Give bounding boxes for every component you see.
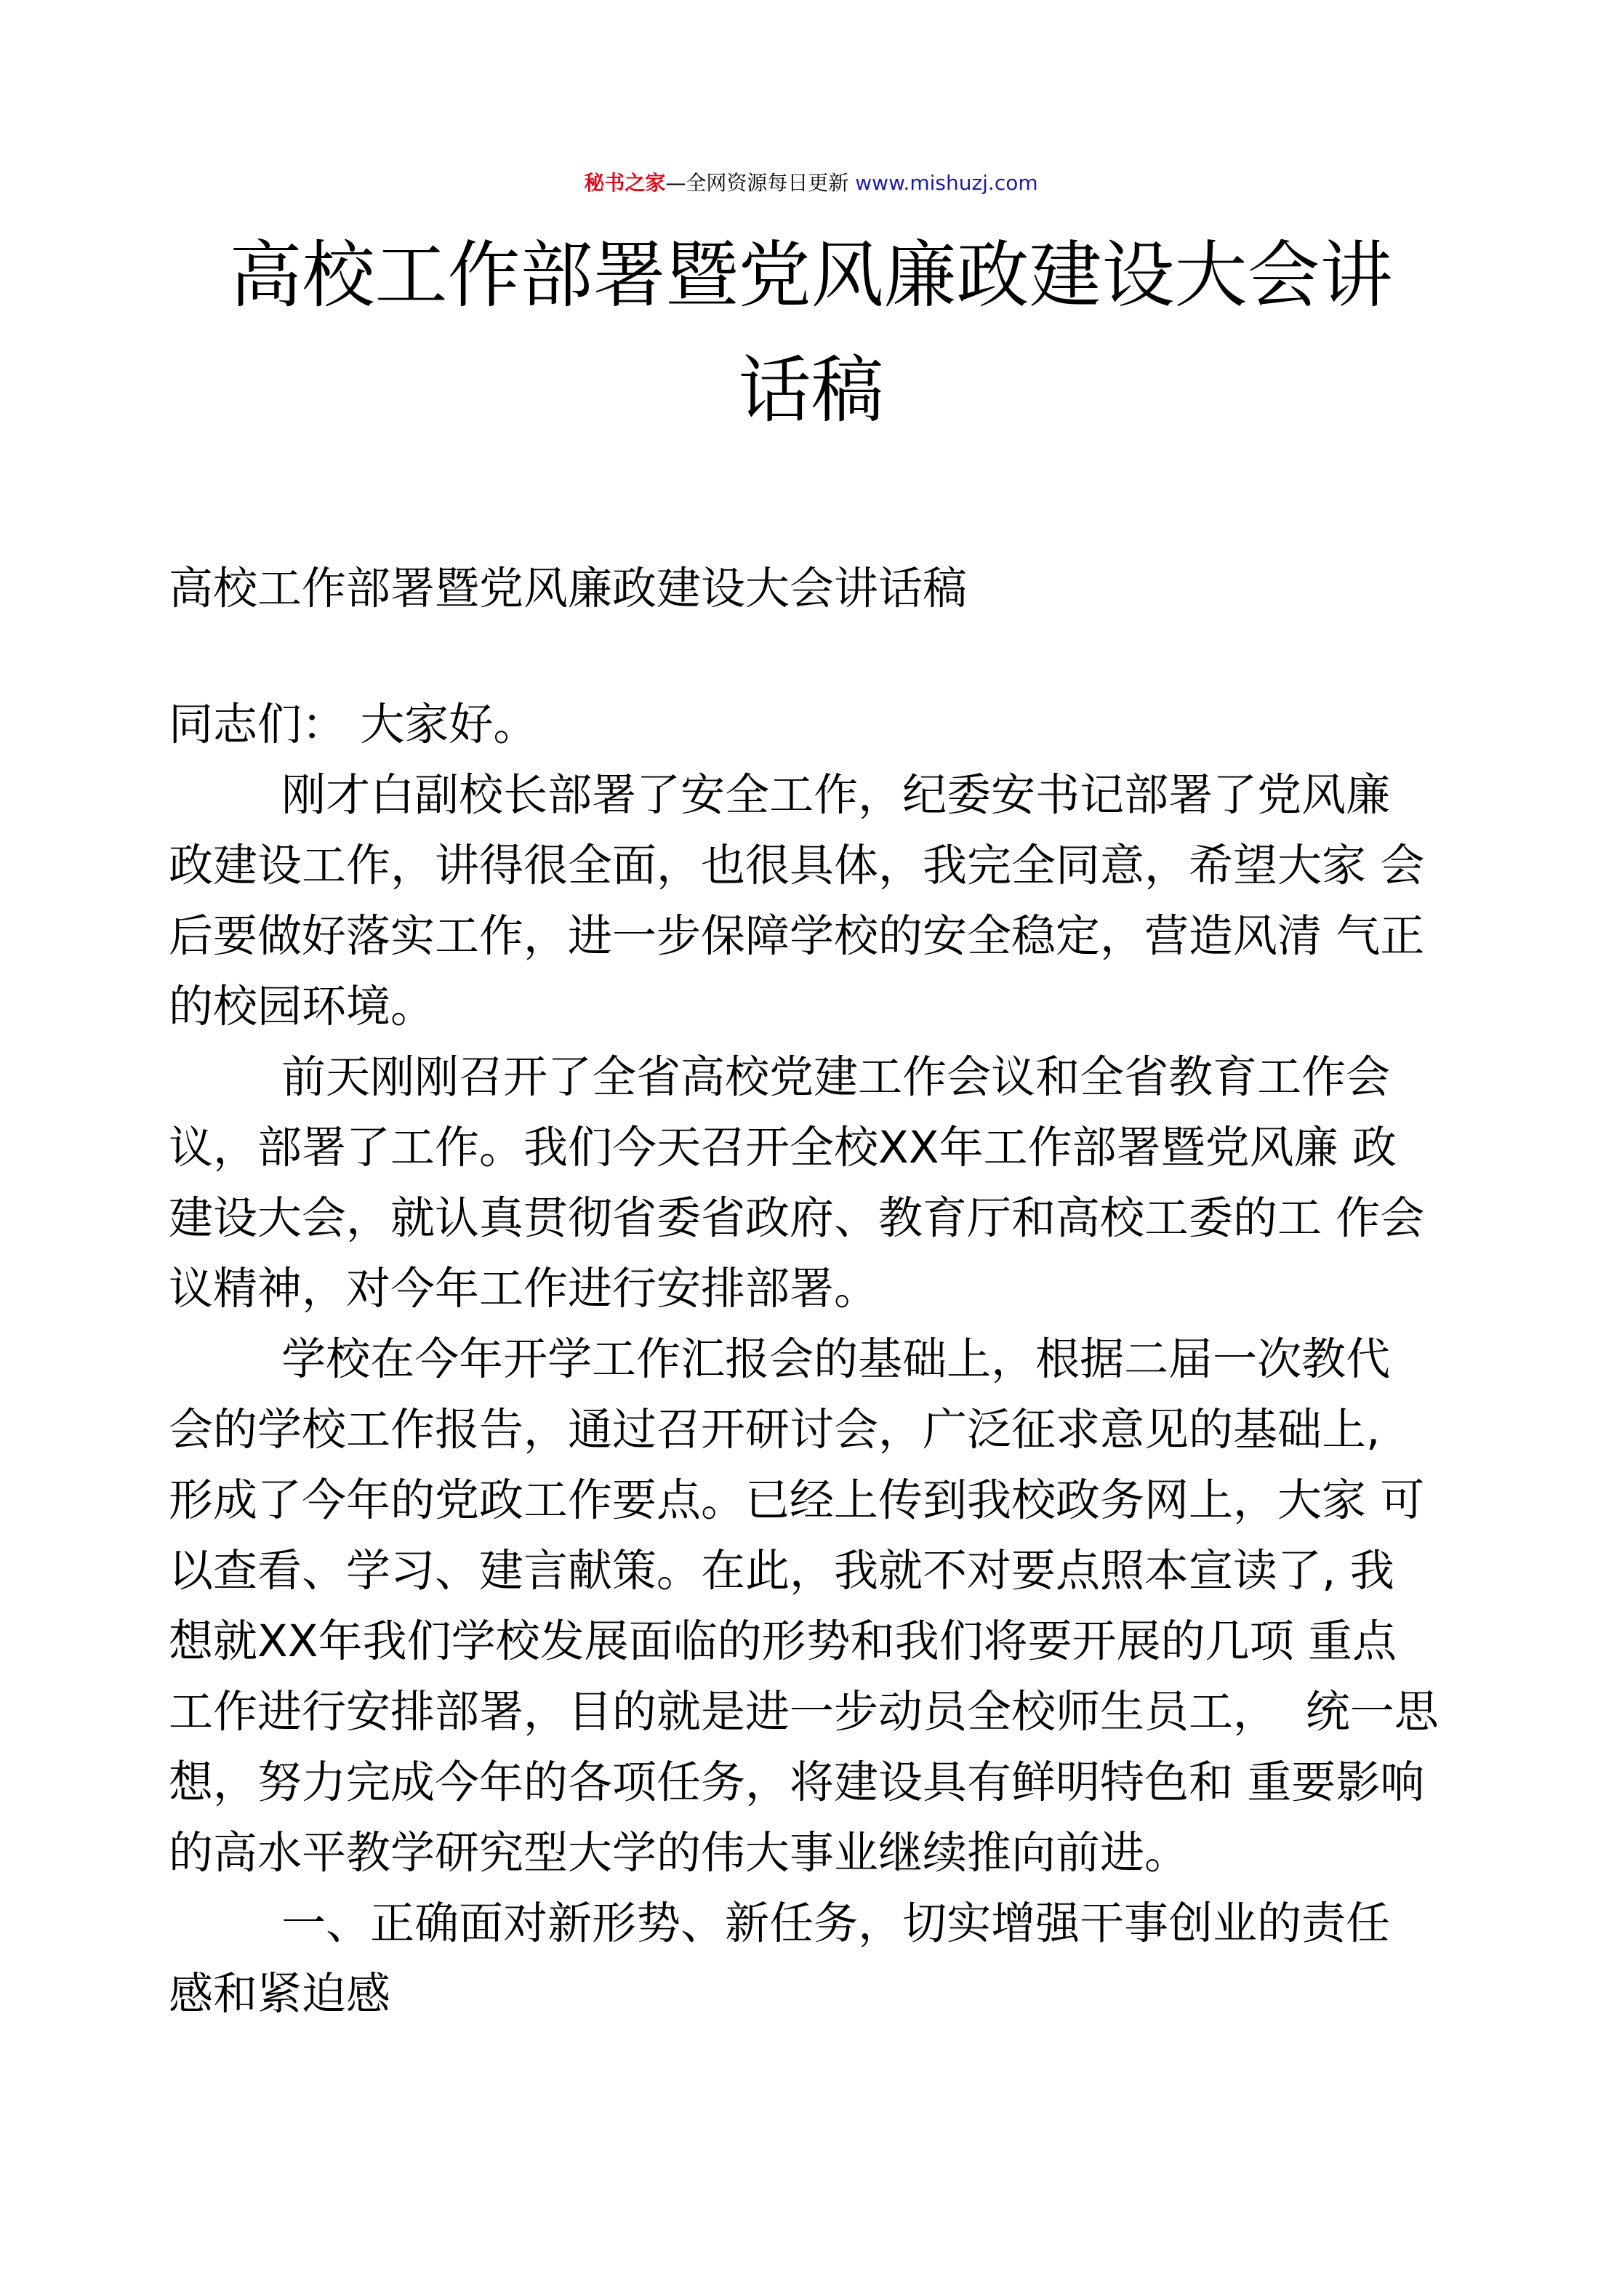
paragraph-1	[169, 760, 1463, 1042]
paragraph-3	[169, 1324, 1463, 1888]
text-line: 前天刚刚召开了全省高校党建工作会议和全省教育工作会	[169, 1051, 1391, 1103]
document-title	[189, 218, 1433, 448]
site-tagline: —全网资源每日更新	[665, 171, 856, 195]
text-line: 会的学校工作报告，通过召开研讨会，广泛征求意见的基础上,	[169, 1404, 1381, 1456]
site-header	[0, 169, 1622, 198]
text-line: 想就XX年我们学校发展面临的形势和我们将要开展的几项 重点	[169, 1615, 1397, 1667]
text-line: 感和紧迫感	[169, 1968, 391, 2020]
text-line: 后要做好落实工作，进一步保障学校的安全稳定，营造风清 气正	[169, 910, 1425, 962]
text-line: 一、正确面对新形势、新任务，切实增强干事创业的责任	[169, 1898, 1391, 1949]
text-line: 刚才白副校长部署了安全工作，纪委安书记部署了党风廉	[169, 769, 1391, 821]
text-line: 议，部署了工作。我们今天召开全校XX年工作部署暨党风廉 政	[169, 1122, 1397, 1173]
text-line: 以查看、学习、建言献策。在此，我就不对要点照本宣读了, 我	[169, 1545, 1394, 1597]
site-url[interactable]: www.mishuzj.com	[855, 171, 1038, 195]
text-line: 学校在今年开学工作汇报会的基础上，根据二届一次教代	[169, 1333, 1391, 1385]
paragraph-2	[169, 1042, 1463, 1324]
text-line: 形成了今年的党政工作要点。已经上传到我校政务网上，大家 可	[169, 1474, 1425, 1526]
text-line: 想，努力完成今年的各项任务，将建设具有鲜明特色和 重要影响	[169, 1757, 1425, 1808]
title-line-1: 高校工作部署暨党风廉政建设大会讲	[229, 233, 1393, 318]
text-line: 的高水平教学研究型大学的伟大事业继续推向前进。	[169, 1827, 1189, 1879]
site-brand: 秘书之家	[584, 171, 666, 195]
text-line: 议精神，对今年工作进行安排部署。	[169, 1263, 879, 1314]
text-line: 的校园环境。	[169, 981, 435, 1032]
section-heading-1	[169, 1888, 1463, 2029]
greeting: 同志们： 大家好。	[169, 699, 538, 750]
text-line: 政建设工作，讲得很全面，也很具体，我完全同意，希望大家 会	[169, 840, 1425, 891]
text-line: 工作进行安排部署，目的就是进一步动员全校师生员工， 统一思	[169, 1686, 1439, 1738]
document-subtitle: 高校工作部署暨党风廉政建设大会讲话稿	[169, 563, 968, 614]
title-line-2: 话稿	[738, 348, 884, 433]
text-line: 建设大会，就认真贯彻省委省政府、教育厅和高校工委的工 作会	[169, 1192, 1425, 1244]
